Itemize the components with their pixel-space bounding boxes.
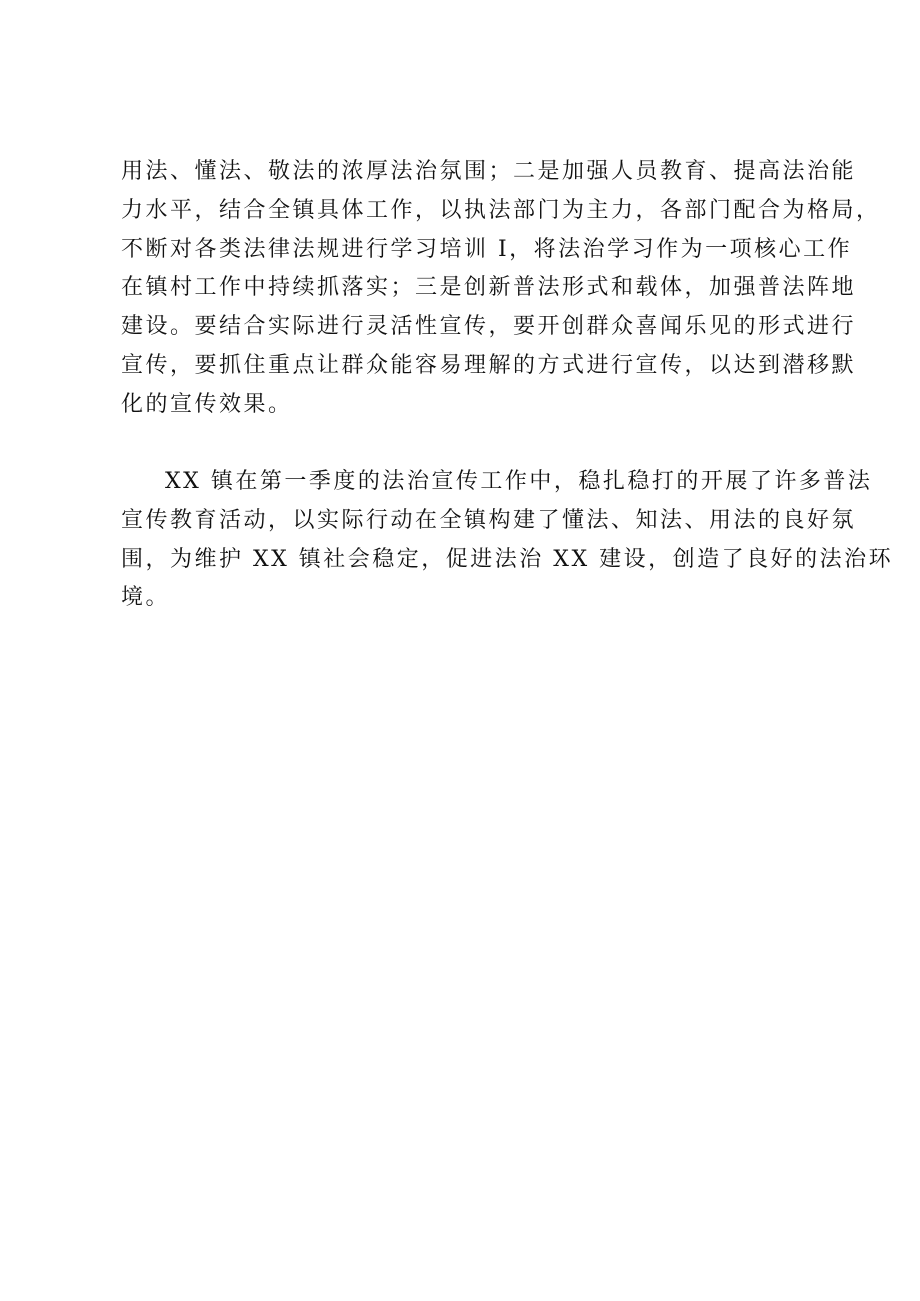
text-line: 力水平，结合全镇具体工作，以执法部门为主力，各部门配合为格局， [121,197,881,223]
text-line: 不断对各类法律法规进行学习培训 I，将法治学习作为一项核心工作 [121,236,853,262]
text-line: 在镇村工作中持续抓落实；三是创新普法形式和载体，加强普法阵地 [121,275,857,301]
text-line: 用法、懂法、敬法的浓厚法治氛围；二是加强人员教育、提高法治能 [121,159,857,184]
text-line: 建设。要结合实际进行灵活性宣传，要开创群众喜闻乐见的形式进行 [121,314,857,340]
text-line: XX 镇在第一季度的法治宣传工作中，稳扎稳打的开展了许多普法 [165,469,873,494]
text-line: 化的宣传效果。 [121,391,293,417]
paragraph-1 [121,153,881,425]
text-line: 宣传教育活动，以实际行动在全镇构建了懂法、知法、用法的良好氛 [121,507,857,533]
text-line: 宣传，要抓住重点让群众能容易理解的方式进行宣传，以达到潜移默 [121,352,857,378]
text-line: 围，为维护 XX 镇社会稳定，促进法治 XX 建设，创造了良好的法治环 [121,546,894,572]
text-line: 境。 [121,585,171,611]
paragraph-2 [121,463,894,618]
